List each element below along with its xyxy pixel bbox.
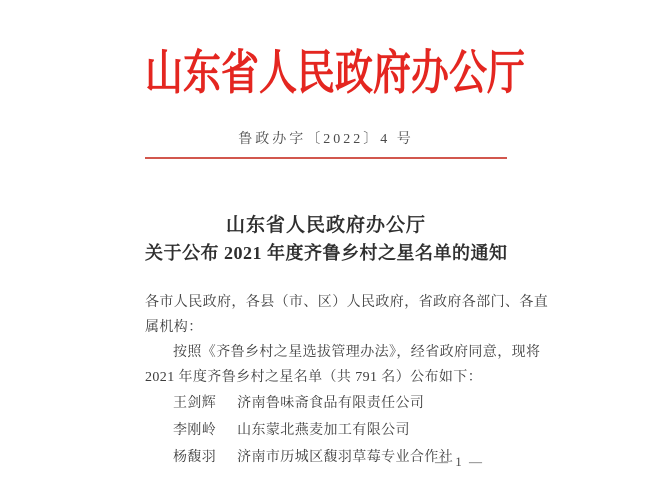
letterhead-divider-rule (145, 157, 507, 159)
salutation-line-2: 属机构： (145, 320, 203, 335)
document-body (145, 290, 549, 390)
salutation-line-1: 各市人民政府，各县（市、区）人民政府，省政府各部门、各直 (145, 295, 549, 310)
document-number: 鲁政办字〔2022〕4 号 (238, 132, 414, 147)
list-item (145, 417, 507, 444)
document-content-column (145, 0, 549, 488)
paragraph-line-2: 2021 年度齐鲁乡村之星名单（共 791 名）公布如下： (145, 370, 483, 385)
awardee-organization: 济南鲁味斋食品有限责任公司 (237, 396, 425, 411)
awardee-organization: 济南市历城区馥羽草莓专业合作社 (237, 450, 454, 465)
awardee-name: 杨馥羽 (173, 450, 217, 465)
awardee-organization: 山东蒙北燕麦加工有限公司 (237, 423, 410, 438)
letterhead-banner-title: 山东省人民政府办公厅 (145, 47, 526, 101)
page-number: — 1 — (435, 454, 484, 469)
document-title-line-2: 关于公布 2021 年度齐鲁乡村之星名单的通知 (145, 243, 508, 263)
awardee-name: 李刚岭 (173, 423, 217, 438)
awardee-name: 王剑辉 (173, 396, 217, 411)
document-title-line-1: 山东省人民政府办公厅 (225, 215, 426, 236)
list-item (145, 390, 507, 417)
paragraph-line-1: 按照《齐鲁乡村之星选拔管理办法》，经省政府同意，现将 (173, 345, 541, 360)
